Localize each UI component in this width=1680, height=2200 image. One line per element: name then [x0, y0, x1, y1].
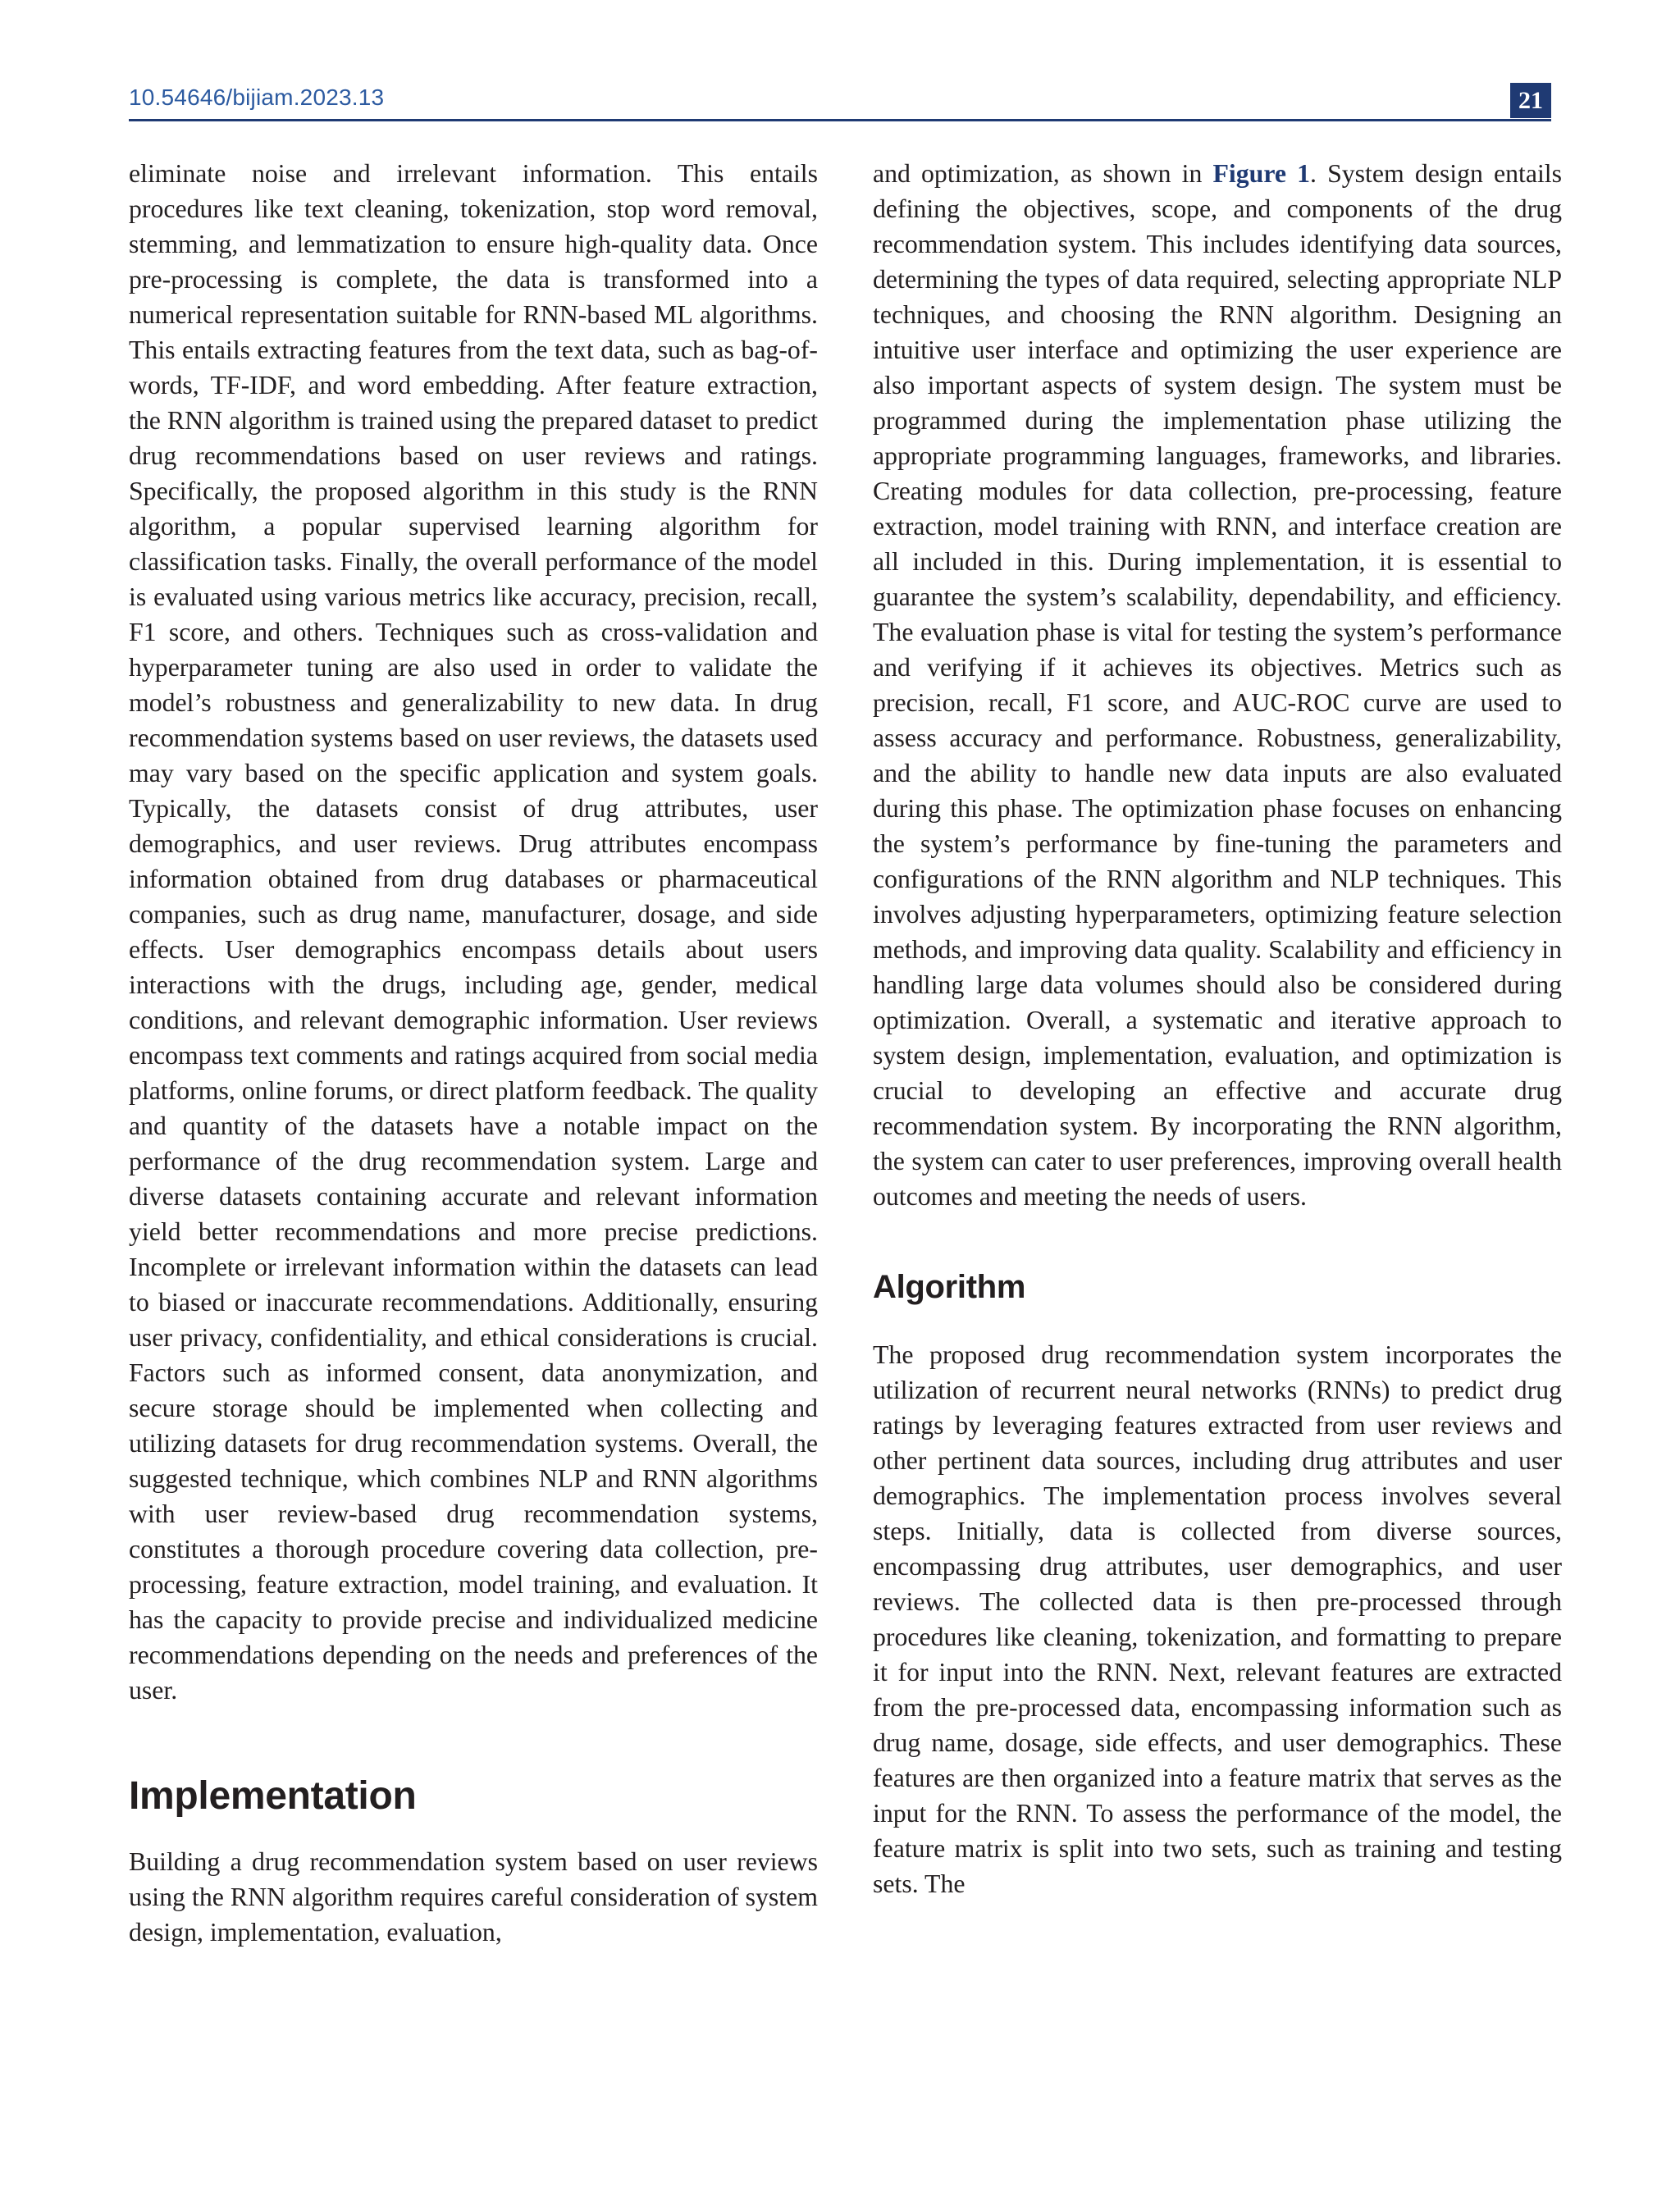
body-paragraph: eliminate noise and irrelevant information. This entails procedures like text cleaning, tokenization, stop word removal, stemming, and lemmatization to ensure high-quality data. Once pre-processing is complete, the data is transformed into a numerical representation suitable for RNN-based ML algorithms. This entails extracting features from the text data, such as bag-of-words, TF-IDF, and word embedding. After feature extraction, the RNN algorithm is trained using the prepared dataset to predict drug recommendations based on user reviews and ratings. Specifically, the proposed algorithm in this study is the RNN algorithm, a popular supervised learning algorithm for classification tasks. Finally, the overall performance of the model is evaluated using various metrics like accuracy, precision, recall, F1 score, and others. Techniques such as cross-validation and hyperparameter tuning are also used in order to validate the model’s robustness and generalizability to new data. In drug recommendation systems based on user reviews, the datasets used may vary based on the specific application and system goals. Typically, the datasets consist of drug attributes, user demographics, and user reviews. Drug attributes encompass information obtained from drug databases or pharmaceutical companies, such as drug name, manufacturer, dosage, and side effects. User demographics encompass details about users interactions with the drugs, including age, gender, medical conditions, and relevant demographic information. User reviews encompass text comments and ratings acquired from social media platforms, online forums, or direct platform feedback. The quality and quantity of the datasets have a notable impact on the performance of the drug recommendation system. Large and diverse datasets containing accurate and relevant information yield better recommendations and more precise predictions. Incomplete or irrelevant information within the datasets can lead to biased or inaccurate recommendations. Additionally, ensuring user privacy, confidentiality, and ethical considerations is crucial. Factors such as informed consent, data anonymization, and secure storage should be implemented when collecting and utilizing datasets for drug recommendation systems. Overall, the suggested technique, which combines NLP and RNN algorithms with user review-based drug recommendation systems, constitutes a thorough procedure covering data collection, pre-processing, feature extraction, model training, and evaluation. It has the capacity to provide precise and individualized medicine recommendations depending on the needs and preferences of the user.	[129, 159, 818, 1705]
body-paragraph	[873, 156, 1562, 1214]
page-number-badge: 21	[1510, 83, 1551, 118]
section-heading-implementation: Implementation	[129, 1774, 417, 1818]
body-paragraph: Building a drug recommendation system based on user reviews using the RNN algorithm requires careful consideration of system design, implementation, evaluation,	[129, 1847, 818, 1947]
section-heading-algorithm: Algorithm	[873, 1269, 1026, 1305]
body-paragraph: The proposed drug recommendation system incorporates the utilization of recurrent neural networks (RNNs) to predict drug ratings by leveraging features extracted from user reviews and other pertinent data sources, including drug attributes and user demographics. The implementation process involves several steps. Initially, data is collected from diverse sources, encompassing drug attributes, user demographics, and user reviews. The collected data is then pre-processed through procedures like cleaning, tokenization, and formatting to prepare it for input into the RNN. Next, relevant features are extracted from the pre-processed data, encompassing information such as drug name, dosage, side effects, and user demographics. These features are then organized into a feature matrix that serves as the input for the RNN. To assess the performance of the model, the feature matrix is split into two sets, such as training and testing sets. The	[873, 1340, 1562, 1898]
figure-reference-link[interactable]: Figure 1	[1212, 159, 1311, 188]
page-header	[129, 83, 1551, 121]
paragraph-text: . System design entails defining the objectives, scope, and components of the drug recommendation system. This includes identifying data sources, determining the types of data required, selecting appropriate NLP techniques, and choosing the RNN algorithm. Designing an intuitive user interface and optimizing the user experience are also important aspects of system design. The system must be programmed during the implementation phase utilizing the appropriate programming languages, frameworks, and libraries. Creating modules for data collection, pre-processing, feature extraction, model training with RNN, and interface creation are all included in this. During implementation, it is essential to guarantee the system’s scalability, dependability, and efficiency. The evaluation phase is vital for testing the system’s performance and verifying if it achieves its objectives. Metrics such as precision, recall, F1 score, and AUC-ROC curve are used to assess accuracy and performance. Robustness, generalizability, and the ability to handle new data inputs are also evaluated during this phase. The optimization phase focuses on enhancing the system’s performance by fine-tuning the parameters and configurations of the RNN algorithm and NLP techniques. This involves adjusting hyperparameters, optimizing feature selection methods, and improving data quality. Scalability and efficiency in handling large data volumes should also be considered during optimization. Overall, a systematic and iterative approach to system design, implementation, evaluation, and optimization is crucial to developing an effective and accurate drug recommendation system. By incorporating the RNN algorithm, the system can cater to user preferences, improving overall health outcomes and meeting the needs of users.	[873, 159, 1563, 1211]
doi-link[interactable]: 10.54646/bijiam.2023.13	[129, 84, 385, 110]
paragraph-text: and optimization, as shown in	[873, 159, 1213, 188]
right-column	[873, 156, 1562, 1901]
left-column	[129, 156, 818, 1950]
